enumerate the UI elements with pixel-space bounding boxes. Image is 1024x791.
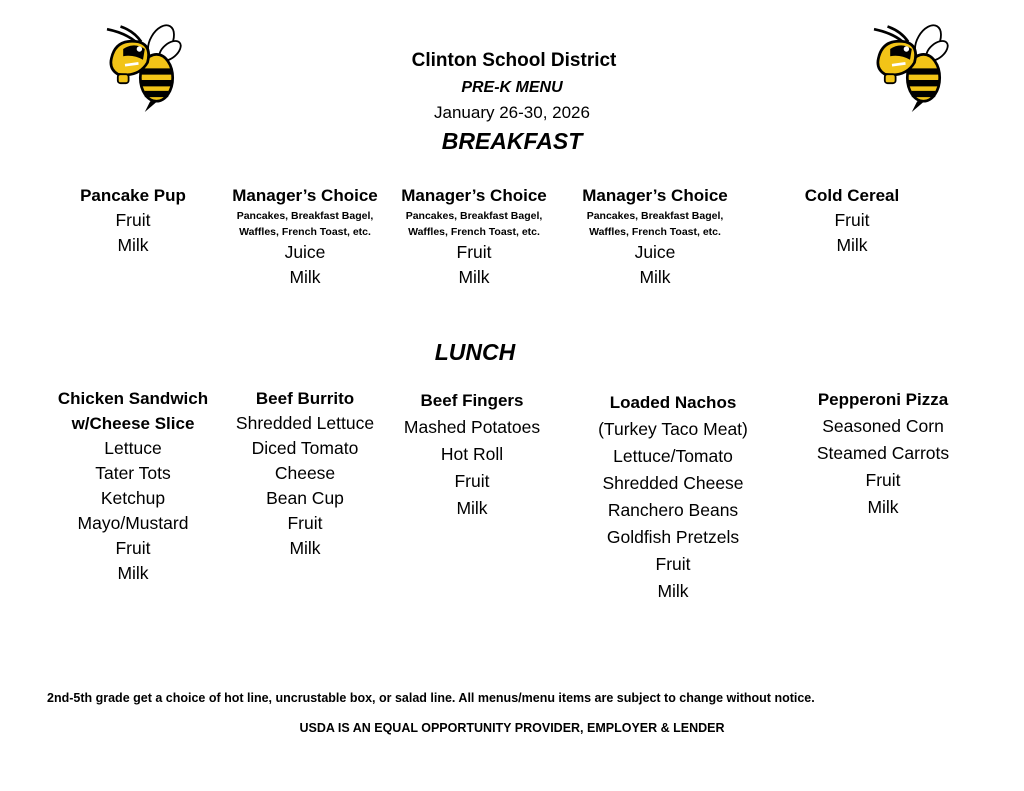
lunch-item: Lettuce: [104, 438, 162, 458]
lunch-item: Diced Tomato: [251, 438, 359, 458]
lunch-item: Milk: [867, 497, 899, 517]
lunch-item: Milk: [289, 538, 321, 558]
breakfast-item: Milk: [289, 267, 321, 287]
lunch-day-column: [58, 386, 208, 586]
breakfast-day-column: [80, 184, 186, 258]
breakfast-day-column: [232, 184, 378, 290]
menu-subtitle: PRE-K MENU: [461, 79, 563, 96]
lunch-entree: w/Cheese Slice: [71, 414, 195, 433]
lunch-entree: Loaded Nachos: [609, 393, 737, 412]
breakfast-options-note: Waffles, French Toast, etc.: [408, 226, 540, 238]
breakfast-item: Fruit: [456, 242, 492, 262]
lunch-item: Fruit: [655, 554, 691, 574]
lunch-item: Goldfish Pretzels: [606, 527, 740, 547]
lunch-item: Shredded Lettuce: [235, 413, 375, 433]
breakfast-item: Milk: [458, 267, 490, 287]
lunch-day-column: [817, 386, 949, 521]
lunch-item: Milk: [117, 563, 149, 583]
breakfast-item: Milk: [836, 235, 868, 255]
breakfast-entree: Manager’s Choice: [582, 186, 728, 205]
lunch-entree: Chicken Sandwich: [57, 389, 209, 408]
lunch-entree: Beef Fingers: [420, 391, 524, 410]
lunch-item: Fruit: [454, 471, 490, 491]
breakfast-item: Fruit: [834, 210, 870, 230]
lunch-item: Shredded Cheese: [602, 473, 744, 493]
lunch-item: Cheese: [274, 463, 336, 483]
lunch-item: Lettuce/Tomato: [613, 446, 733, 466]
breakfast-day-column: [582, 184, 728, 290]
lunch-item: Fruit: [287, 513, 323, 533]
breakfast-entree: Pancake Pup: [80, 186, 186, 205]
lunch-item: Hot Roll: [440, 444, 504, 464]
lunch-item: Fruit: [115, 538, 151, 558]
breakfast-item: Milk: [117, 235, 149, 255]
lunch-item: Mayo/Mustard: [77, 513, 189, 533]
lunch-entree: Beef Burrito: [255, 389, 355, 408]
breakfast-item: Fruit: [115, 210, 151, 230]
breakfast-heading: BREAKFAST: [441, 128, 583, 154]
lunch-item: Steamed Carrots: [816, 443, 950, 463]
breakfast-options-note: Waffles, French Toast, etc.: [239, 226, 371, 238]
breakfast-item: Juice: [284, 242, 326, 262]
footer-note: 2nd-5th grade get a choice of hot line, uncrustable box, or salad line. All menus/menu items are subject to change without notice.: [47, 691, 815, 705]
yellow-jacket-mascot-right: [865, 22, 955, 112]
lunch-item: Milk: [657, 581, 689, 601]
yellow-jacket-mascot-left: [98, 22, 188, 112]
lunch-item: Ketchup: [100, 488, 166, 508]
lunch-item: Fruit: [865, 470, 901, 490]
lunch-day-column: [236, 386, 374, 561]
breakfast-options-note: Waffles, French Toast, etc.: [589, 226, 721, 238]
lunch-item: Milk: [456, 498, 488, 518]
breakfast-options-note: Pancakes, Breakfast Bagel,: [586, 210, 724, 222]
lunch-item: Ranchero Beans: [607, 500, 739, 520]
lunch-entree: Pepperoni Pizza: [817, 390, 949, 409]
lunch-item: Mashed Potatoes: [403, 417, 541, 437]
menu-date-range: January 26-30, 2026: [434, 103, 590, 122]
lunch-heading: LUNCH: [434, 339, 516, 365]
breakfast-options-note: Pancakes, Breakfast Bagel,: [236, 210, 374, 222]
lunch-item: Tater Tots: [95, 463, 171, 483]
breakfast-day-column: [805, 184, 899, 258]
breakfast-day-column: [401, 184, 547, 290]
breakfast-entree: Manager’s Choice: [232, 186, 378, 205]
breakfast-entree: Cold Cereal: [804, 186, 900, 205]
district-title: Clinton School District: [411, 50, 617, 71]
lunch-day-column: [404, 387, 540, 522]
lunch-item: Bean Cup: [266, 488, 344, 508]
breakfast-item: Juice: [634, 242, 676, 262]
breakfast-entree: Manager’s Choice: [401, 186, 547, 205]
lunch-day-column: [598, 389, 748, 605]
lunch-item: (Turkey Taco Meat): [598, 419, 748, 439]
lunch-item: Seasoned Corn: [822, 416, 944, 436]
breakfast-item: Milk: [639, 267, 671, 287]
usda-statement: USDA IS AN EQUAL OPPORTUNITY PROVIDER, EMPLOYER & LENDER: [299, 721, 725, 735]
breakfast-options-note: Pancakes, Breakfast Bagel,: [405, 210, 543, 222]
